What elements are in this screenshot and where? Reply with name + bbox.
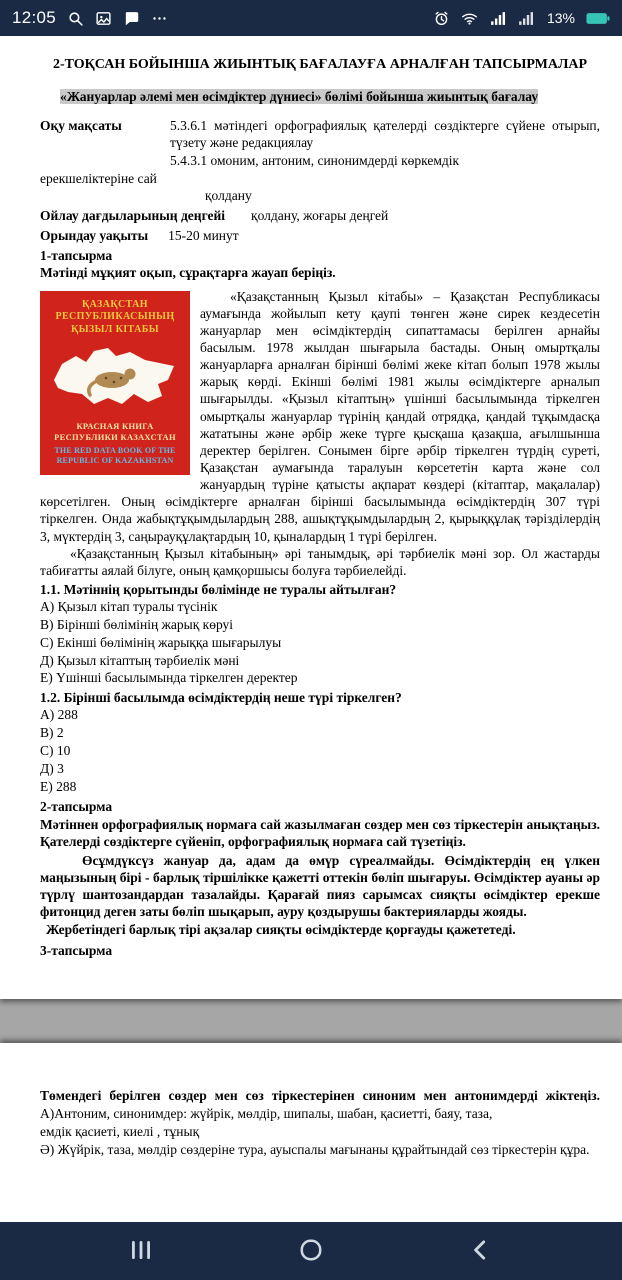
chat-icon xyxy=(123,10,140,27)
page-break-gap xyxy=(0,999,622,1043)
battery-percent: 13% xyxy=(546,10,575,26)
document-page-2 xyxy=(0,1043,622,1222)
recents-icon xyxy=(128,1237,154,1266)
more-notifications-icon xyxy=(151,10,168,27)
task3-instruction-bold: Төмендегі берілген сөздер мен сөз тіркестерінен синоним мен антонимдерді жіктеңіз. xyxy=(40,1087,600,1103)
objective-5361: 5.3.6.1 мәтіндегі орфографиялық қателерді сөздіктерге сүйене отырып, түзету және редакциялау xyxy=(170,118,600,151)
option-b: В) Бірінші бөлімінің жарық көруі xyxy=(40,616,234,632)
book-title-ru: КРАСНАЯ КНИГА РЕСПУБЛИКИ КАЗАХСТАН xyxy=(54,421,176,442)
thinking-skills-row xyxy=(40,207,600,224)
doc-title: 2-ТОҚСАН БОЙЫНША ЖИЫНТЫҚ БАҒАЛАУҒА АРНАЛҒАН ТАПСЫРМАЛАР xyxy=(52,57,588,72)
search-icon xyxy=(67,10,84,27)
signal-sim2-icon xyxy=(517,10,534,27)
book-title-kk-1: ҚАЗАҚСТАН xyxy=(82,298,148,310)
battery-icon xyxy=(586,12,610,25)
task2-paragraph: Өсұмдүксүз жануар да, адам да өмүр сүреалмайды. Өсімдіктердің ең үлкен маңызының бірі - барлық тіршілікке қажетті оттекін бөліп шығаруы. Өсімдіктер ауаны әр түрлү шантозандардан тазалайды. Қарағай пияз сарымсах сияқты өсімдіктер ерекше фитонцид деген заты бөліп шықарып, ауру қоздырушы бактерияларды жояды. xyxy=(40,852,600,920)
learning-objectives xyxy=(40,117,600,168)
status-bar-right xyxy=(433,10,610,27)
duration-row xyxy=(40,227,600,244)
home-button[interactable] xyxy=(288,1228,334,1274)
task1-heading: 1-тапсырма xyxy=(40,248,113,264)
status-bar xyxy=(0,0,622,36)
signal-sim1-icon xyxy=(489,10,506,27)
task3-word-list: А)Антоним, синонимдер: жүйрік, мөлдір, шипалы, шабан, қасиетті, баяу, таза, xyxy=(40,1105,493,1121)
book-title-kk-2: РЕСПУБЛИКАСЫНЫҢ xyxy=(55,311,175,323)
doc-subtitle xyxy=(60,88,600,106)
home-icon xyxy=(298,1237,324,1266)
objective-5431-end: қолдану xyxy=(205,187,252,203)
question-1-2-heading: 1.2. Бірінші басылымда өсімдіктердің неше түрі тіркелген? xyxy=(40,690,402,706)
option-c: С) 10 xyxy=(40,742,71,758)
task3-instruction xyxy=(40,1087,600,1123)
task2-instruction: Мәтіннен орфографиялық нормаға сай жазылмаған сөздер мен сөз тіркестерін анықтаңыз. Қателерді сөздіктерге сүйеніп, орфографиялық нормаға сай түзетіңіз. xyxy=(40,816,600,849)
objectives-label: Оқу мақсаты xyxy=(40,118,122,134)
option-a: А) 288 xyxy=(40,707,78,723)
option-a: А) Қызыл кітап туралы түсінік xyxy=(40,599,218,615)
alarm-icon xyxy=(433,10,450,27)
screenshot-icon xyxy=(95,10,112,27)
objective-5431-continued: ерекшеліктеріне сай xyxy=(40,170,157,186)
task3-subtask: Ә) Жүйрік, таза, мөлдір сөздеріне тура, ауыспалы мағынаны құрайтындай сөз тіркестерін құра. xyxy=(40,1142,590,1158)
reading-paragraph-2: «Қазақстанның Қызыл кітабының» әрі танымдық, әрі тәрбиелік мәні зор. Ол жастарды табиғатты аялай білуге, оның қамқоршысы болуға тәрбиелейді. xyxy=(40,545,600,578)
highlighted-subtitle: «Жануарлар әлемі мен өсімдіктер дүниесі» бөлімі бойынша жиынтық бағалау xyxy=(60,88,539,104)
back-button[interactable] xyxy=(458,1228,504,1274)
task3-word-list-continued: емдік қасиеті, киелі , тұнық xyxy=(40,1124,200,1140)
task3-heading: 3-тапсырма xyxy=(40,942,113,958)
duration-label: Орындау уақыты xyxy=(40,228,149,244)
question-1-2-options xyxy=(40,706,600,795)
option-e: Е) Үшінші басылымында тіркелген деректер xyxy=(40,670,298,686)
option-d: Д) Қызыл кітаптың тәрбиелік мәні xyxy=(40,652,240,668)
task2-heading: 2-тапсырма xyxy=(40,799,113,815)
option-c: С) Екінші бөлімінің жарыққа шығарылуы xyxy=(40,634,282,650)
book-title-kk-3: ҚЫЗЫЛ КІТАБЫ xyxy=(71,323,159,335)
option-e: Е) 288 xyxy=(40,778,77,794)
option-d: Д) 3 xyxy=(40,760,64,776)
question-1-1-heading: 1.1. Мәтіннің қорытынды бөлімінде не туралы айтылған? xyxy=(40,581,397,597)
document-page-1 xyxy=(0,36,622,999)
reading-paragraph-1: «Қазақстанның Қызыл кітабы» – Қазақстан Республикасы аумағында жойылып кету қаупі төнген және сирек кездесетін жануарлар мен өсімдіктердің сипаттамасы берілген арнайы басылым. 1978 жылдан шығарыла бастады. Оның омыртқалы жануарларға арналған бірінші бөлімі жеке кітап болып 1978 жылы жарық көрді. Екінші бөлімі 1981 жылы өсімдіктерге арналып шығарылды. «Қызыл кітаптың» үшінші басылымында тіркелген омыртқалы жануарлар түрінің қандай отрядқа, қандай тұқымдасқа жататыны және әрбір жеке түрге қысқаша қазақша, ағылшынша деректер берілген. Сонымен бірге әрбір тіркелген түрдің суреті, Қазақстан аумағында таралуын көрсететін карта және сол жануардың түріне қатысты ақпарат көздері (кітаптар, мақалалар) көрсетілген. Оның өсімдіктерге арналған бірінші басылымында өсімдіктердің 307 түрі тіркелген. Онда жабықтұқымдылардың 288, ашықтұқымдылардың 2, қырыққұлақ тәрізділердің 3, мүктердің 3, саңырауқұлақтардың 10, қыналардың 1 түрі берілген. xyxy=(40,288,600,544)
book-title-en: THE RED DATA BOOK OF THE REPUBLIC OF KAZAKHSTAN xyxy=(54,446,176,466)
task2-last-line: Жербетіндегі барлық тірі ақзалар сияқты өсімдіктерде қорғауды қажететеді. xyxy=(46,922,516,938)
option-b: В) 2 xyxy=(40,725,64,741)
wifi-icon xyxy=(461,10,478,27)
android-navbar xyxy=(0,1222,622,1280)
skills-value: қолдану, жоғары деңгей xyxy=(251,208,389,224)
red-book-cover-image xyxy=(40,291,190,475)
kazakhstan-map-graphic xyxy=(50,341,180,415)
document-viewport[interactable] xyxy=(0,36,622,1222)
status-bar-left xyxy=(12,8,168,28)
task1-instruction: Мәтінді мұқият оқып, сұрақтарға жауап беріңіз. xyxy=(40,265,336,281)
reading-text-block xyxy=(40,288,600,579)
objective-5431: 5.4.3.1 омоним, антоним, синонимдерді көркемдік xyxy=(170,152,460,168)
question-1-1-options xyxy=(40,598,600,687)
skills-label: Ойлау дағдыларының деңгейі xyxy=(40,208,226,224)
status-time: 12:05 xyxy=(12,8,57,27)
duration-value: 15-20 минут xyxy=(168,228,239,244)
recents-button[interactable] xyxy=(118,1228,164,1274)
back-icon xyxy=(468,1237,494,1266)
